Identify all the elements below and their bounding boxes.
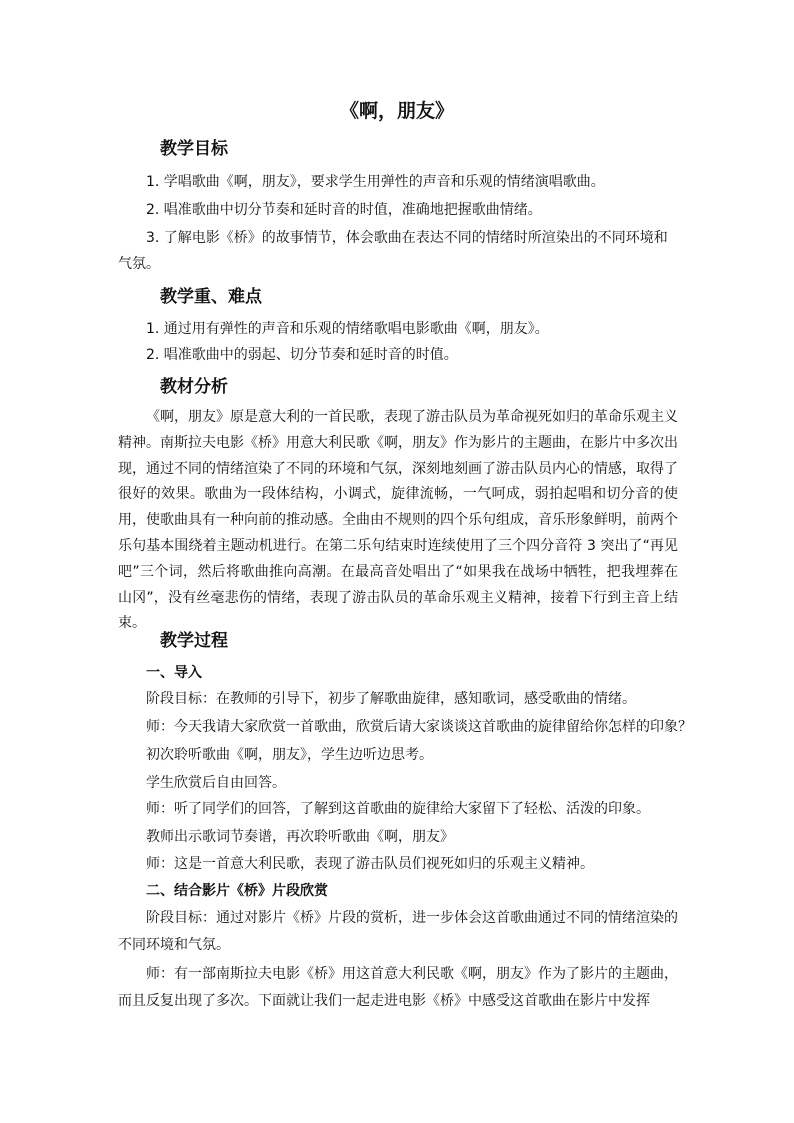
part2-line: 而且反复出现了多次。下面就让我们一起走进电影《桥》中感受这首歌曲在影片中发挥 [118, 993, 650, 1009]
heading-material-analysis: 教材分析 [160, 377, 228, 397]
part2-line: 师：有一部南斯拉夫电影《桥》用这首意大利民歌《啊，朋友》作为了影片的主题曲， [146, 966, 678, 982]
page-title: 《啊，朋友》 [339, 100, 454, 122]
goal-item-3-cont: 气氛。 [118, 256, 160, 272]
heading-key-points: 教学重、难点 [160, 287, 262, 307]
part1-line: 初次聆听歌曲《啊，朋友》，学生边听边思考。 [146, 747, 433, 763]
part2-line: 不同环境和气氛。 [118, 937, 230, 953]
analysis-paragraph: 《啊，朋友》原是意大利的一首民歌，表现了游击队员为革命视死如归的革命乐观主义精神。南斯拉夫电影《桥》用意大利民歌《啊，朋友》作为影片的主题曲，在影片中多次出现，通过不同的情绪渲染了不同的环境和气氛，深刻地刻画了游击队员内心的情感，取得了很好的效果。歌曲为一段体结构，小调式，旋律流畅，一气呵成，弱拍起唱和切分音的使用，使歌曲具有一种向前的推动感。全曲由不规则的四个乐句组成，音乐形象鲜明，前两个乐句基本围绕着主题动机进行。在第二乐句结束时连续使用了三个四分音符 3 突出了“再见吧”三个词，然后将歌曲推向高潮。在最高音处唱出了“如果我在战场中牺牲，把我埋葬在山冈”，没有丝毫悲伤的情绪，表现了游击队员的革命乐观主义精神，接着下行到主音上结束。 [118, 409, 678, 632]
key-point-2: 2. 唱准歌曲中的弱起、切分节奏和延时音的时值。 [146, 347, 458, 363]
part1-line: 教师出示歌词节奏谱，再次聆听歌曲《啊，朋友》 [146, 829, 454, 845]
heading-part2-film: 二、结合影片《桥》片段欣赏 [146, 883, 328, 899]
goal-item-1: 1. 学唱歌曲《啊，朋友》，要求学生用弹性的声音和乐观的情绪演唱歌曲。 [146, 174, 605, 190]
part1-line: 师：今天我请大家欣赏一首歌曲，欣赏后请大家谈谈这首歌曲的旋律留给你怎样的印象？ [146, 719, 692, 735]
key-point-1: 1. 通过用有弹性的声音和乐观的情绪歌唱电影歌曲《啊，朋友》。 [146, 321, 549, 337]
goal-item-3: 3. 了解电影《桥》的故事情节，体会歌曲在表达不同的情绪时所渲染出的不同环境和 [146, 230, 668, 246]
part1-line: 师：这是一首意大利民歌，表现了游击队员们视死如归的乐观主义精神。 [146, 856, 594, 872]
part1-line: 阶段目标：在教师的引导下，初步了解歌曲旋律，感知歌词，感受歌曲的情绪。 [146, 691, 636, 707]
part2-line: 阶段目标：通过对影片《桥》片段的赏析，进一步体会这首歌曲通过不同的情绪渲染的 [146, 910, 678, 926]
heading-part1-intro: 一、导入 [146, 665, 202, 681]
goal-item-2: 2. 唱准歌曲中切分节奏和延时音的时值，准确地把握歌曲情绪。 [146, 202, 542, 218]
heading-teaching-goals: 教学目标 [160, 139, 228, 159]
part1-line: 学生欣赏后自由回答。 [146, 775, 286, 791]
heading-teaching-process: 教学过程 [160, 631, 228, 651]
part1-line: 师：听了同学们的回答，了解到这首歌曲的旋律给大家留下了轻松、活泼的印象。 [146, 801, 650, 817]
